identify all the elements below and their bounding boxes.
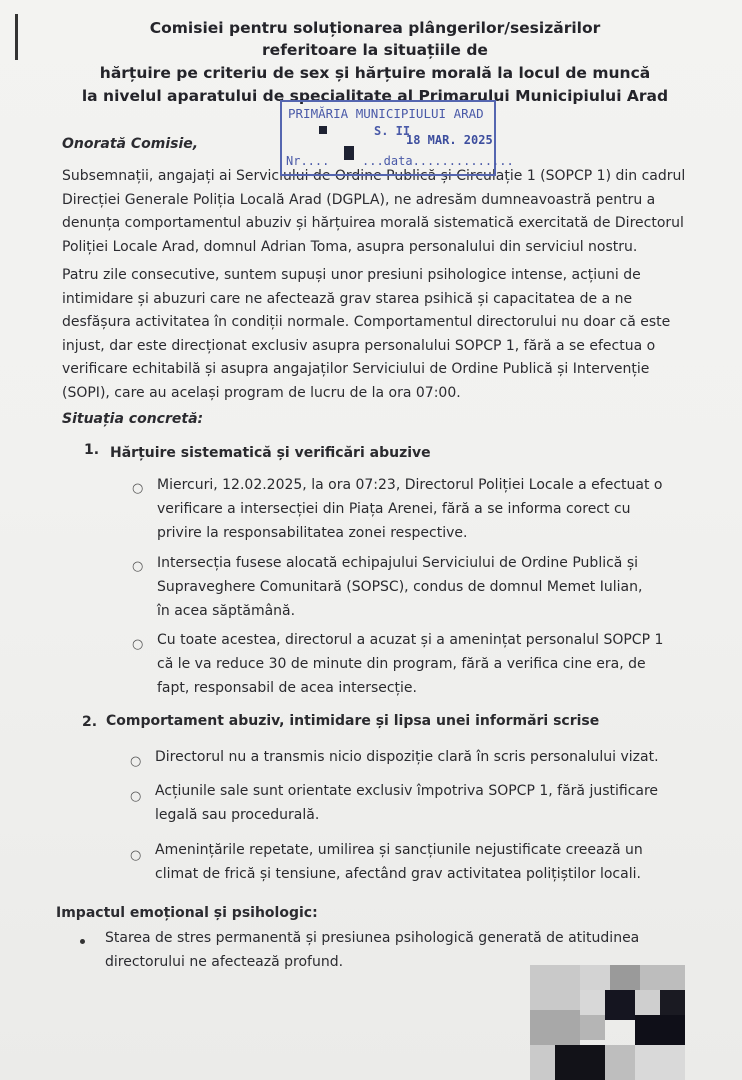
salutation: Onorată Comisie, bbox=[62, 136, 199, 152]
header-line-2: referitoare la situațiile de bbox=[262, 41, 488, 59]
section-2-number: 2. bbox=[82, 714, 98, 730]
impact-item-1: Starea de stres permanentă și presiunea psihologică generată de atitudinea directorului ne afectează profund. bbox=[105, 930, 640, 970]
bullet-dot-icon bbox=[80, 939, 85, 944]
situation-heading: Situația concretă: bbox=[62, 411, 204, 427]
section-2-item-2: Acțiunile sale sunt orientate exclusiv împotriva SOPCP 1, fără justificare legală sau procedurală. bbox=[155, 783, 659, 823]
section-1-title: Hărțuire sistematică și verificări abuzive bbox=[110, 445, 431, 461]
margin-mark bbox=[15, 14, 18, 60]
stamp-institution: PRIMĂRIA MUNICIPIULUI ARAD bbox=[288, 106, 484, 121]
stamp-date: 18 MAR. 2025 bbox=[406, 133, 493, 147]
sub-bullet-icon: ○ bbox=[130, 848, 142, 863]
sub-bullet-icon: ○ bbox=[132, 481, 144, 496]
paragraph-context: Patru zile consecutive, suntem supuși unor presiuni psihologice intense, acțiuni de intimidare și abuzuri care ne afectează grav starea psihică și capacitatea de a ne desfășura activitatea în condiții normale. Comportamentul directorului nu doar că este injust, dar este direcționat exclusiv asupra personalului SOPCP 1, fără a se efectua o verificare echitabilă și asupra angajaților Serviciului de Ordine Publică și Intervenție (SOPI), care au același program de lucru de la ora 07:00. bbox=[62, 267, 671, 401]
section-2-title: Comportament abuziv, intimidare și lipsa unei informări scrise bbox=[106, 713, 600, 729]
redaction-block bbox=[344, 146, 354, 160]
sub-bullet-icon: ○ bbox=[130, 789, 142, 804]
header-line-3: hărțuire pe criteriu de sex și hărțuire morală la locul de muncă bbox=[99, 64, 651, 82]
impact-heading: Impactul emoțional și psihologic: bbox=[56, 905, 318, 921]
section-2-item-3: Amenințările repetate, umilirea și sancțiunile nejustificate creează un climat de frică și tensiune, afectând grav activitatea polițiștilor locali. bbox=[155, 842, 643, 882]
section-1-number: 1. bbox=[84, 442, 100, 458]
section-2-item-1: Directorul nu a transmis nicio dispoziție clară în scris personalului vizat. bbox=[155, 749, 659, 765]
section-1-item-1: Miercuri, 12.02.2025, la ora 07:23, Directorul Poliției Locale a efectuat o verificare a intersecției din Piața Arenei, fără a se informa corect cu privire la responsabilitatea zonei respective. bbox=[157, 477, 663, 541]
header-line-4: la nivelul aparatului de specialitate al Primarului Municipiului Arad bbox=[81, 87, 669, 105]
sub-bullet-icon: ○ bbox=[130, 754, 142, 769]
sub-bullet-icon: ○ bbox=[132, 559, 144, 574]
header-line-1: Comisiei pentru soluționarea plângerilor/sesizărilor bbox=[149, 19, 601, 37]
section-1-item-3: Cu toate acestea, directorul a acuzat și a amenințat personalul SOPCP 1 că le va reduce 30 de minute din program, fără a verifica cine era, de fapt, responsabil de acea intersecție. bbox=[157, 632, 664, 696]
stamp-section: S. II bbox=[374, 124, 411, 138]
redaction-block bbox=[319, 126, 327, 134]
stamp-data-label: ...data.............. bbox=[362, 154, 514, 168]
sub-bullet-icon: ○ bbox=[132, 637, 144, 652]
stamp-number-label: Nr.... bbox=[286, 154, 330, 168]
section-1-item-2: Intersecția fusese alocată echipajului Serviciului de Ordine Publică și Supraveghere Comunitară (SOPSC), condus de domnul Memet Iulian, în acea săptămână. bbox=[157, 555, 643, 619]
registration-stamp bbox=[280, 100, 514, 176]
paragraph-intro: Subsemnații, angajați ai Serviciului de Ordine Publică și Circulație 1 (SOPCP 1) din cadrul Direcției Generale Poliția Locală Arad (DGPLA), ne adresăm dumneavoastră pentru a denunța comportamentul abuziv și hărțuirea morală sistematică exercitată de Directorul Poliției Locale Arad, domnul Adrian Toma, asupra personalului din serviciul nostru. bbox=[62, 168, 686, 255]
